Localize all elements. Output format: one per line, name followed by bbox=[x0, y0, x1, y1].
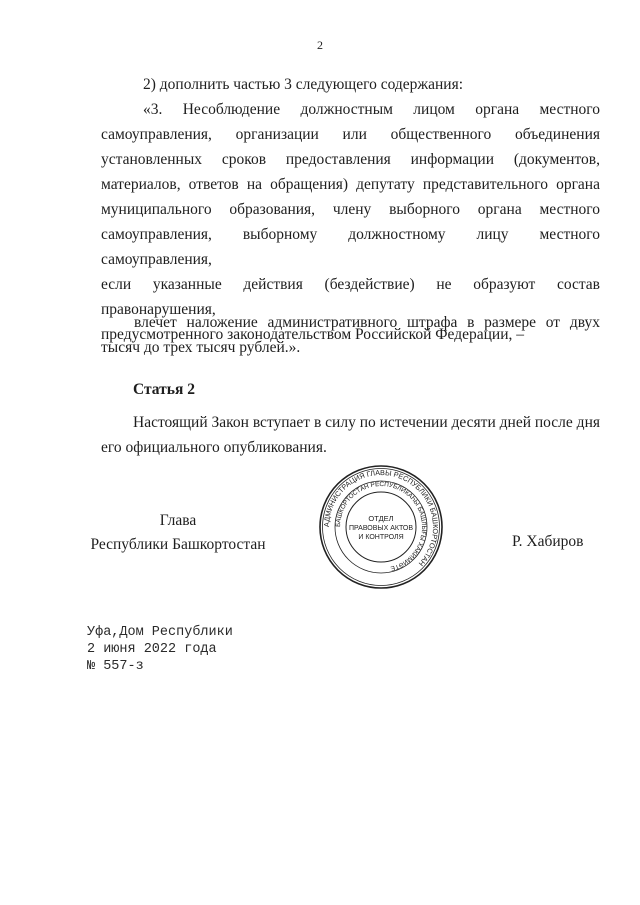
quote-line: предусмотренного законодательством Российской Федерации, – bbox=[101, 326, 525, 343]
footer-place: Уфа,Дом Республики bbox=[87, 625, 233, 640]
signatory-title-line: Республики Башкортостан bbox=[90, 536, 266, 553]
official-seal bbox=[318, 464, 444, 590]
article-heading: Статья 2 bbox=[133, 381, 195, 398]
page-number: 2 bbox=[317, 38, 323, 52]
quote-line: «3. Несоблюдение должностным лицом органа местного bbox=[143, 101, 600, 118]
seal-inner-text: БАШКОРТОСТАН РЕСПУБЛИКАҺЫ БАШЛЫҒЫ ХАКИМИӘТЕ bbox=[334, 480, 428, 572]
quote-line: если указанные действия (бездействие) не образуют состав правонарушения, bbox=[101, 276, 600, 318]
amendment-intro: 2) дополнить частью 3 следующего содержания: bbox=[143, 76, 464, 93]
footer-number: № 557-з bbox=[87, 659, 144, 674]
seal-center-line: ПРАВОВЫХ АКТОВ bbox=[348, 525, 414, 532]
signatory-name: Р. Хабиров bbox=[512, 533, 584, 550]
seal-center-line: И КОНТРОЛЯ bbox=[358, 534, 404, 541]
seal-outer-text: АДМИНИСТРАЦИЯ ГЛАВЫ РЕСПУБЛИКИ БАШКОРТОСТАН bbox=[321, 467, 441, 568]
quote-line: установленных сроков предоставления информации (документов, bbox=[101, 151, 600, 168]
signatory-title-line: Глава bbox=[159, 512, 197, 529]
seal-center-line: ОТДЕЛ bbox=[368, 514, 394, 523]
quote-line: самоуправления, выборному должностному лицу местного самоуправления, bbox=[101, 226, 600, 268]
footer-date: 2 июня 2022 года bbox=[87, 642, 217, 657]
quote-line: самоуправления, организации или общественного объединения bbox=[101, 126, 600, 143]
document-footer bbox=[87, 624, 233, 675]
sanction-paragraph: влечет наложение административного штрафа в размере от двух тысяч до трех тысяч рублей.». bbox=[101, 314, 600, 356]
quote-line: материалов, ответов на обращения) депутату представительного органа bbox=[101, 176, 600, 193]
quote-line: муниципального образования, члену выборного органа местного bbox=[101, 201, 600, 218]
article-text: Настоящий Закон вступает в силу по истечении десяти дней после дня его официального опубликования. bbox=[101, 414, 600, 456]
signatory-title bbox=[90, 509, 266, 557]
